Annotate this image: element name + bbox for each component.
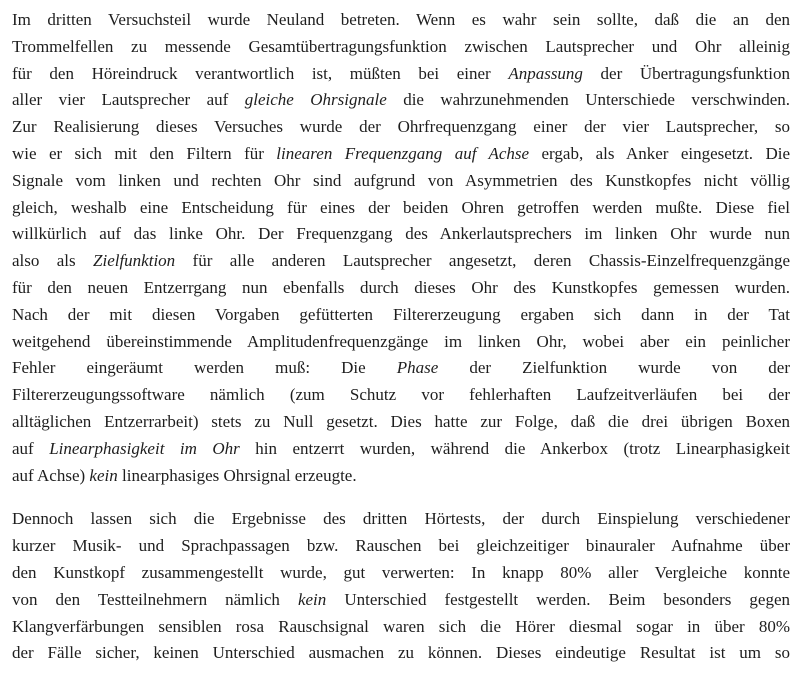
text-line — [12, 436, 790, 463]
text-segment: für alle anderen Lautsprecher angesetzt, deren Chassis-Einzelfrequenzgänge — [175, 251, 790, 271]
emphasis-text: kein — [297, 589, 327, 609]
text-line — [12, 640, 790, 667]
text-segment: Nach der mit diesen Vorgaben gefütterten Filtererzeugung ergaben sich dann in der Tat — [12, 304, 790, 324]
text-line — [12, 329, 790, 356]
emphasis-text: kein — [89, 465, 118, 485]
text-line — [12, 506, 790, 533]
text-line — [12, 168, 790, 195]
text-segment: für den neuen Entzerrgang nun ebenfalls durch dieses Ohr des Kunstkopfes gemessen wurden. — [12, 277, 790, 297]
text-line — [12, 114, 790, 141]
text-line — [12, 382, 790, 409]
emphasis-text: Phase — [396, 358, 439, 378]
text-line — [12, 409, 790, 436]
emphasis-text: Linearphasigkeit im Ohr — [49, 438, 240, 458]
text-line — [12, 141, 790, 168]
text-segment: willkürlich auf das linke Ohr. Der Frequenzgang des Ankerlautsprechers im linken Ohr wurde nun — [12, 224, 790, 244]
emphasis-text: gleiche Ohrsignale — [244, 90, 387, 110]
text-segment: hin entzerrt wurden, während die Ankerbox (trotz Linearphasigkeit — [239, 438, 790, 458]
text-segment: der Zielfunktion wurde von der — [438, 358, 790, 378]
text-line — [12, 248, 790, 275]
emphasis-text: Zielfunktion — [93, 251, 176, 271]
body-text — [12, 7, 790, 667]
text-segment: Trommelfellen zu messende Gesamtübertragungsfunktion zwischen Lautsprecher und Ohr alleinig — [12, 36, 790, 56]
text-segment: linearphasiges Ohrsignal erzeugte. — [117, 465, 357, 485]
text-segment: den Kunstkopf zusammengestellt wurde, gut verwerten: In knapp 80% aller Vergleiche konnte — [12, 562, 790, 582]
text-segment: Im dritten Versuchsteil wurde Neuland betreten. Wenn es wahr sein sollte, daß die an den — [12, 10, 790, 29]
text-segment: Zur Realisierung dieses Versuches wurde der Ohrfrequenzgang einer der vier Lautsprecher, so — [12, 117, 790, 137]
text-line — [12, 34, 790, 61]
text-line — [12, 87, 790, 114]
text-segment: die wahrzunehmenden Unterschiede verschwinden. — [386, 90, 790, 110]
paragraph-2 — [12, 506, 790, 667]
text-line — [12, 463, 790, 490]
text-line — [12, 560, 790, 587]
text-line — [12, 614, 790, 641]
text-line — [12, 275, 790, 302]
emphasis-text: Anpassung — [508, 63, 583, 83]
text-segment: von den Testteilnehmern nämlich — [12, 589, 298, 609]
text-segment: auf Achse) — [12, 465, 90, 485]
text-segment: alltäglichen Entzerrarbeit) stets zu Null gesetzt. Dies hatte zur Folge, daß die drei übrigen Boxen — [12, 411, 790, 431]
paragraph-1 — [12, 7, 790, 489]
text-line — [12, 221, 790, 248]
text-line — [12, 61, 790, 88]
text-segment: der Übertragungsfunktion — [582, 63, 790, 83]
text-segment: Filtererzeugungssoftware nämlich (zum Schutz vor fehlerhaften Laufzeitverläufen bei der — [12, 385, 790, 405]
text-segment: für den Höreindruck verantwortlich ist, müßten bei einer — [12, 63, 509, 83]
text-segment: der Fälle sicher, keinen Unterschied ausmachen zu können. Dieses eindeutige Resultat ist um so — [12, 643, 790, 663]
text-line — [12, 302, 790, 329]
text-segment: Unterschied festgestellt werden. Beim besonders gegen — [326, 589, 790, 609]
text-segment: aller vier Lautsprecher auf — [12, 90, 245, 110]
text-segment: kurzer Musik- und Sprachpassagen bzw. Rauschen bei gleichzeitiger binauraler Aufnahme über — [12, 536, 790, 556]
emphasis-text: linearen Frequenzgang auf Achse — [276, 143, 530, 163]
text-line — [12, 7, 790, 34]
text-segment: auf — [12, 438, 50, 458]
text-segment: Signale vom linken und rechten Ohr sind aufgrund von Asymmetrien des Kunstkopfes nicht völlig — [12, 170, 790, 190]
text-segment: wie er sich mit den Filtern für — [12, 143, 277, 163]
text-segment: Fehler eingeräumt werden muß: Die — [12, 358, 397, 378]
text-segment: gleich, weshalb eine Entscheidung für eines der beiden Ohren getroffen werden mußte. Diese fiel — [12, 197, 790, 217]
text-segment: Klangverfärbungen sensiblen rosa Rauschsignal waren sich die Hörer diesmal sogar in über 80% — [12, 616, 790, 636]
text-segment: weitgehend übereinstimmende Amplitudenfrequenzgänge im linken Ohr, wobei aber ein peinlicher — [12, 331, 790, 351]
text-line — [12, 533, 790, 560]
text-segment: ergab, als Anker eingesetzt. Die — [529, 143, 790, 163]
text-line — [12, 195, 790, 222]
text-segment: also als — [12, 251, 94, 271]
text-line — [12, 587, 790, 614]
text-segment: Dennoch lassen sich die Ergebnisse des dritten Hörtests, der durch Einspielung verschiedener — [12, 509, 790, 529]
text-line — [12, 355, 790, 382]
